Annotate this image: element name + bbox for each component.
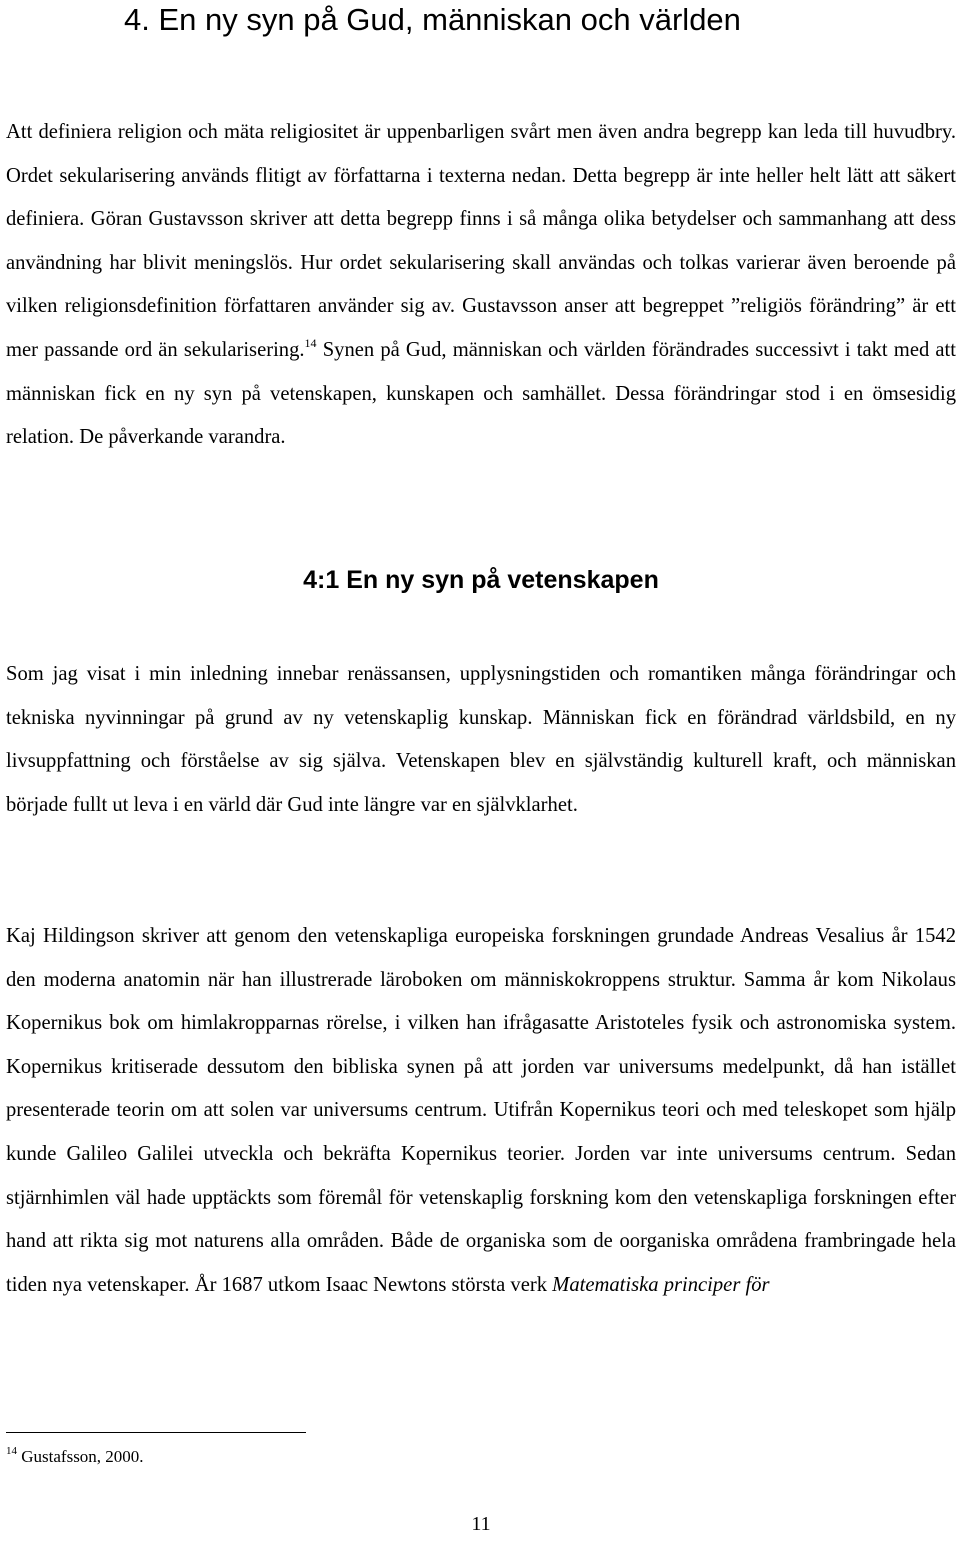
chapter-title: 4. En ny syn på Gud, människan och världen	[124, 2, 741, 37]
paragraph-1	[6, 111, 956, 460]
paragraph-1-text: Att definiera religion och mäta religiositet är uppenbarligen svårt men även andra begrepp kan leda till huvudbry. Ordet sekularisering används flitigt av författarna i texterna nedan. Detta begrepp är inte heller helt lätt att säkert definiera. Göran Gustavsson skriver att detta begrepp finns i så många olika betydelser och sammanhang att dess användning har blivit meningslös. Hur ordet sekularisering skall användas och tolkas varierar även beroende på vilken religionsdefinition författaren använder sig av. Gustavsson anser att begreppet ”religiös förändring” är ett mer passande ord än sekularisering.	[6, 121, 956, 361]
footnote-number: 14	[6, 1445, 17, 1457]
footnote-reference[interactable]: 14	[304, 335, 317, 350]
section-title: 4:1 En ny syn på vetenskapen	[303, 566, 659, 594]
paragraph-2: Som jag visat i min inledning innebar renässansen, upplysningstiden och romantiken många förändringar och tekniska nyvinningar på grund av ny vetenskaplig kunskap. Människan fick en förändrad världsbild, en ny livsuppfattning och förståelse av sig själva. Vetenskapen blev en självständig kulturell kraft, och människan började fullt ut leva i en värld där Gud inte längre var en självklarhet.	[6, 663, 956, 816]
paragraph-3-text: Kaj Hildingson skriver att genom den vetenskapliga europeiska forskningen grundade Andreas Vesalius år 1542 den moderna anatomin när han illustrerade läroboken om människokroppens struktur. Samma år kom Nikolaus Kopernikus bok om himlakropparnas rörelse, i vilken han ifrågasatte Aristoteles fysik och astronomiska system. Kopernikus kritiserade dessutom den bibliska synen på att jorden var universums medelpunkt, då han istället presenterade teorin om att solen var universums centrum. Utifrån Kopernikus teori och med teleskopet som hjälp kunde Galileo Galilei utveckla och bekräfta Kopernikus teorier. Jorden var inte universums centrum. Sedan stjärnhimlen väl hade upptäckts som föremål för vetenskaplig forskning kom den vetenskapliga forskningen efter hand att rikta sig mot naturens alla områden. Både de organiska som de oorganiska områdena frambringade hela tiden nya vetenskaper. År 1687 utkom Isaac Newtons största verk	[6, 925, 956, 1296]
paragraph-3	[6, 915, 956, 1307]
footnote-text: Gustafsson, 2000.	[17, 1447, 144, 1466]
paragraph-1-text-continued: Synen på Gud, människan och världen förändrades successivt i takt med att människan fick en ny syn på vetenskapen, kunskapen och samhället. Dessa förändringar stod i en ömsesidig relation. De påverkande varandra.	[6, 338, 956, 449]
footnote-divider	[6, 1432, 306, 1433]
footnote	[6, 1442, 144, 1472]
page-number: 11	[471, 1513, 491, 1535]
book-title-italic: Matematiska principer för	[552, 1273, 770, 1296]
